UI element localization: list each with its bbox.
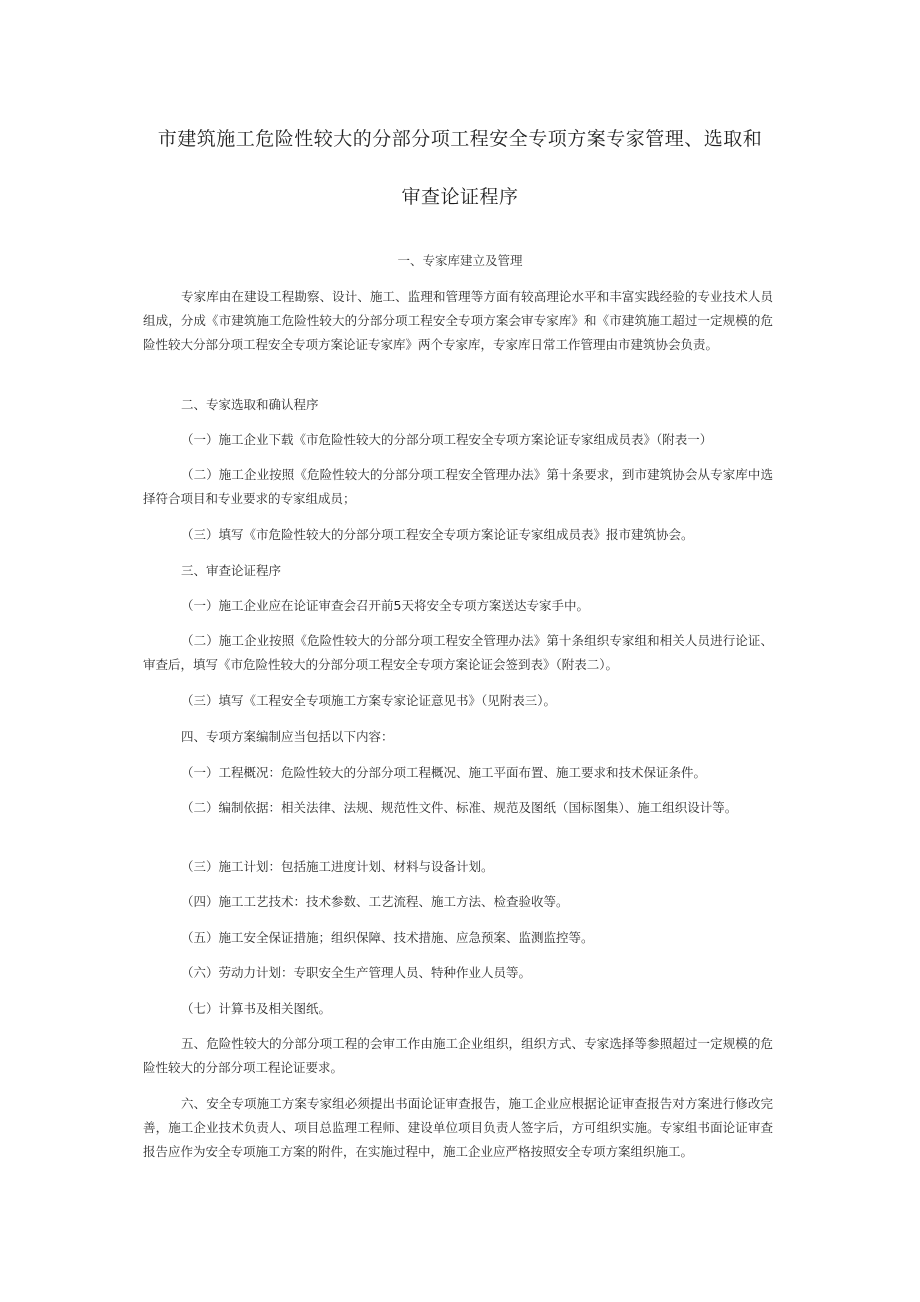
section2-item3: （三）填写《市危险性较大的分部分项工程安全专项方案论证专家组成员表》报市建筑协会。 bbox=[181, 527, 694, 542]
section4-item5: （五）施工安全保证措施；组织保障、技术措施、应急预案、监测监控等。 bbox=[181, 930, 594, 945]
section3-item3: （三）填写《工程安全专项施工方案专家论证意见书》（见附表三）。 bbox=[181, 693, 557, 708]
section6-paragraph: 六、安全专项施工方案专家组必须提出书面论证审查报告，施工企业应根据论证审查报告对方案进行修改完善，施工企业技术负责人、项目总监理工程师、建设单位项目负责人签字后，方可组织实施。专家组书面论证审查报告应作为安全专项施工方案的附件，在实施过程中，施工企业应严格按照安全专项方案组织施工。 bbox=[143, 1096, 773, 1159]
section4-item1: （一）工程概况：危险性较大的分部分项工程概况、施工平面布置、施工要求和技术保证条件。 bbox=[181, 765, 707, 780]
section4-item6: （六）劳动力计划：专职安全生产管理人员、特种作业人员等。 bbox=[181, 965, 532, 980]
section3-item2: （二）施工企业按照《危险性较大的分部分项工程安全管理办法》第十条组织专家组和相关人员进行论证、审查后，填写《市危险性较大的分部分项工程安全专项方案论证会签到表》（附表二）。 bbox=[143, 633, 773, 672]
section2-item2: （二）施工企业按照《危险性较大的分部分项工程安全管理办法》第十条要求，到市建筑协会从专家库中选择符合项目和专业要求的专家组成员； bbox=[143, 467, 773, 506]
section4-item7: （七）计算书及相关图纸。 bbox=[181, 1001, 332, 1016]
section4-item3: （三）施工计划：包括施工进度计划、材料与设备计划。 bbox=[181, 859, 494, 874]
section4-heading: 四、专项方案编制应当包括以下内容： bbox=[181, 729, 394, 744]
document-title-line1: 市建筑施工危险性较大的分部分项工程安全专项方案专家管理、选取和 bbox=[157, 128, 763, 150]
section5-paragraph: 五、危险性较大的分部分项工程的会审工作由施工企业组织，组织方式、专家选择等参照超过一定规模的危险性较大的分部分项工程论证要求。 bbox=[143, 1036, 773, 1075]
section3-item1: （一）施工企业应在论证审查会召开前5天将安全专项方案送达专家手中。 bbox=[181, 598, 589, 613]
section1-heading: 一、专家库建立及管理 bbox=[397, 253, 523, 268]
section4-item2: （二）编制依据：相关法律、法规、规范性文件、标准、规范及图纸（国标图集）、施工组织设计等。 bbox=[181, 800, 738, 815]
section3-heading: 三、审查论证程序 bbox=[181, 563, 282, 578]
document-title-line2: 审查论证程序 bbox=[401, 186, 519, 208]
section4-item4: （四）施工工艺技术：技术参数、工艺流程、施工方法、检查验收等。 bbox=[181, 894, 569, 909]
section2-heading: 二、专家选取和确认程序 bbox=[181, 397, 319, 412]
section2-item1: （一）施工企业下载《市危险性较大的分部分项工程安全专项方案论证专家组成员表》（附表一） bbox=[181, 432, 713, 447]
section1-body: 专家库由在建设工程勘察、设计、施工、监理和管理等方面有较高理论水平和丰富实践经验的专业技术人员组成，分成《市建筑施工危险性较大的分部分项工程安全专项方案会审专家库》和《市建筑施工超过一定规模的危险性较大分部分项工程安全专项方案论证专家库》两个专家库，专家库日常工作管理由市建筑协会负责。 bbox=[143, 289, 773, 352]
